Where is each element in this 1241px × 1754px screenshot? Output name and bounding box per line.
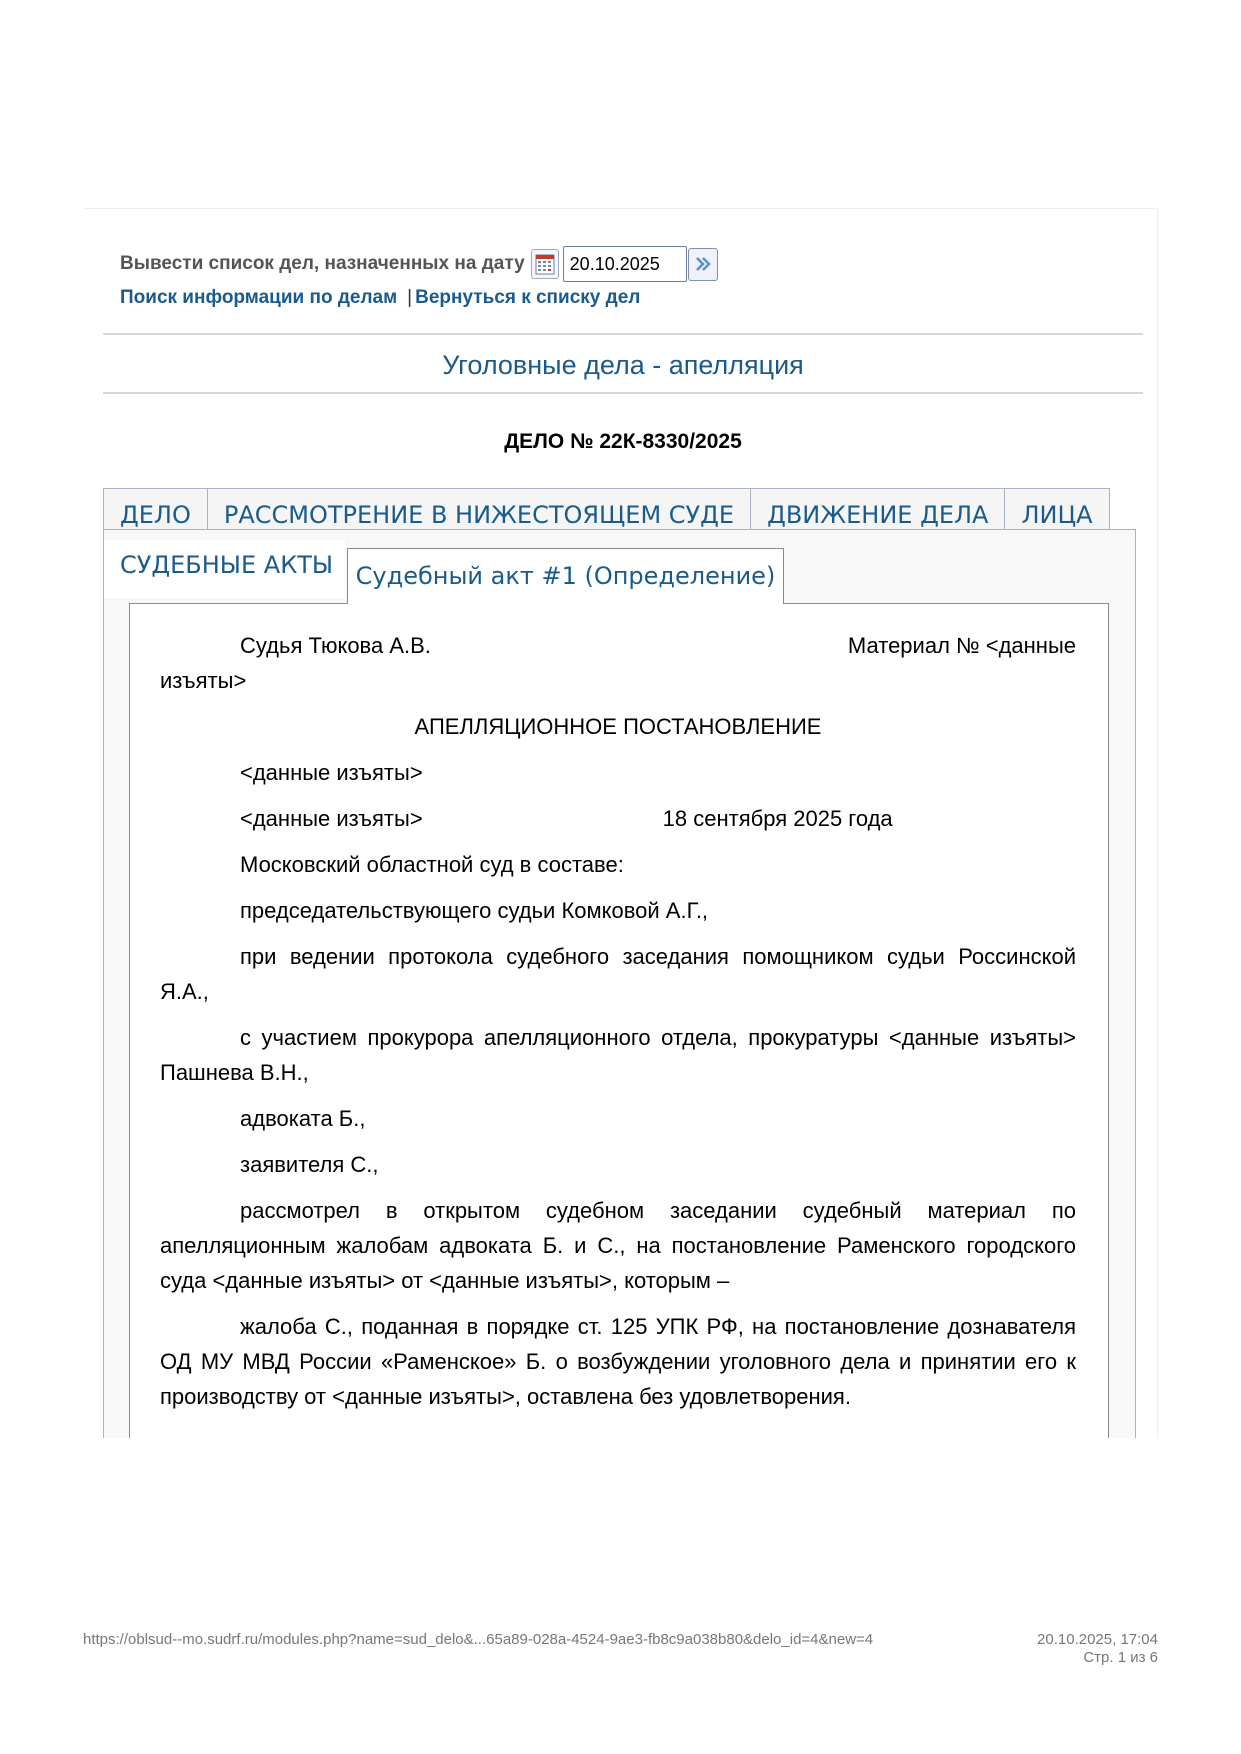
- tab-court-act-1[interactable]: Судебный акт #1 (Определение): [347, 548, 784, 604]
- material-number: Материал № <данные: [847, 633, 1076, 658]
- footer-datetime: 20.10.2025, 17:04: [1037, 1631, 1158, 1648]
- date-input[interactable]: [563, 246, 687, 282]
- divider-bottom: [103, 392, 1143, 394]
- paragraph-8: жалоба С., поданная в порядке ст. 125 УПК РФ, на постановление дознавателя ОД МУ МВД России «Раменское» Б. о возбуждении уголовного дела и принятии его к производству от <данные изъяты>, оставлена без удовлетворения.: [160, 1314, 1076, 1409]
- place-date-line: [160, 801, 1076, 836]
- case-tabs: [103, 488, 1109, 530]
- back-to-list-link[interactable]: Вернуться к списку дел: [415, 287, 641, 308]
- paragraph-4: с участием прокурора апелляционного отдела, прокуратуры <данные изъяты> Пашнева В.Н.,: [160, 1025, 1076, 1085]
- case-number: ДЕЛО № 22К-8330/2025: [504, 430, 742, 453]
- material-number-cont: изъяты>: [160, 668, 247, 693]
- footer-info: [1037, 1631, 1158, 1667]
- paragraph-7: рассмотрел в открытом судебном заседании судебный материал по апелляционным жалобам адвоката Б. и С., на постановление Раменского городского суда <данные изъяты> от <данные изъяты>, которым –: [160, 1198, 1076, 1293]
- document-heading: АПЕЛЛЯЦИОННОЕ ПОСТАНОВЛЕНИЕ: [414, 714, 822, 739]
- paragraph-5: адвоката Б.,: [240, 1106, 366, 1131]
- place-line: <данные изъяты>: [240, 760, 423, 785]
- footer-page: Стр. 1 из 6: [1083, 1649, 1158, 1666]
- paragraph-2: председательствующего судьи Комковой А.Г.,: [240, 898, 709, 923]
- judge-material-row: [160, 628, 1076, 663]
- judge-name: Судья Тюкова А.В.: [240, 633, 431, 658]
- tab-case-movement[interactable]: ДВИЖЕНИЕ ДЕЛА: [750, 488, 1005, 530]
- footer-url: https://oblsud--mo.sudrf.ru/modules.php?name=sud_delo&...65a89-028a-4524-9ae3-fb8c9a038b80&delo_id=4&new=4: [83, 1631, 874, 1648]
- document-text: [160, 628, 1076, 1425]
- double-chevron-right-icon[interactable]: [688, 248, 718, 281]
- link-separator: |: [407, 287, 413, 308]
- tab-case[interactable]: ДЕЛО: [103, 488, 208, 530]
- date-filter-label: Вывести список дел, назначенных на дату: [120, 253, 525, 274]
- search-cases-link[interactable]: Поиск информации по делам: [120, 287, 398, 308]
- paragraph-6: заявителя С.,: [240, 1152, 379, 1177]
- nav-links: [120, 287, 640, 309]
- section-title: Уголовные дела - апелляция: [442, 350, 804, 380]
- tab-persons[interactable]: ЛИЦА: [1004, 488, 1109, 530]
- date-filter: [120, 246, 718, 282]
- calendar-icon[interactable]: [531, 249, 559, 279]
- divider-top: [103, 333, 1143, 335]
- paragraph-1: Московский областной суд в составе:: [240, 852, 624, 877]
- document-date: 18 сентября 2025 года: [662, 806, 893, 831]
- tab-lower-court[interactable]: РАССМОТРЕНИЕ В НИЖЕСТОЯЩЕМ СУДЕ: [207, 488, 751, 530]
- tab-court-acts[interactable]: СУДЕБНЫЕ АКТЫ: [103, 540, 345, 598]
- place-line-2: <данные изъяты>: [240, 806, 423, 831]
- paragraph-3: при ведении протокола судебного заседания помощником судьи Россинской Я.А.,: [160, 944, 1076, 1004]
